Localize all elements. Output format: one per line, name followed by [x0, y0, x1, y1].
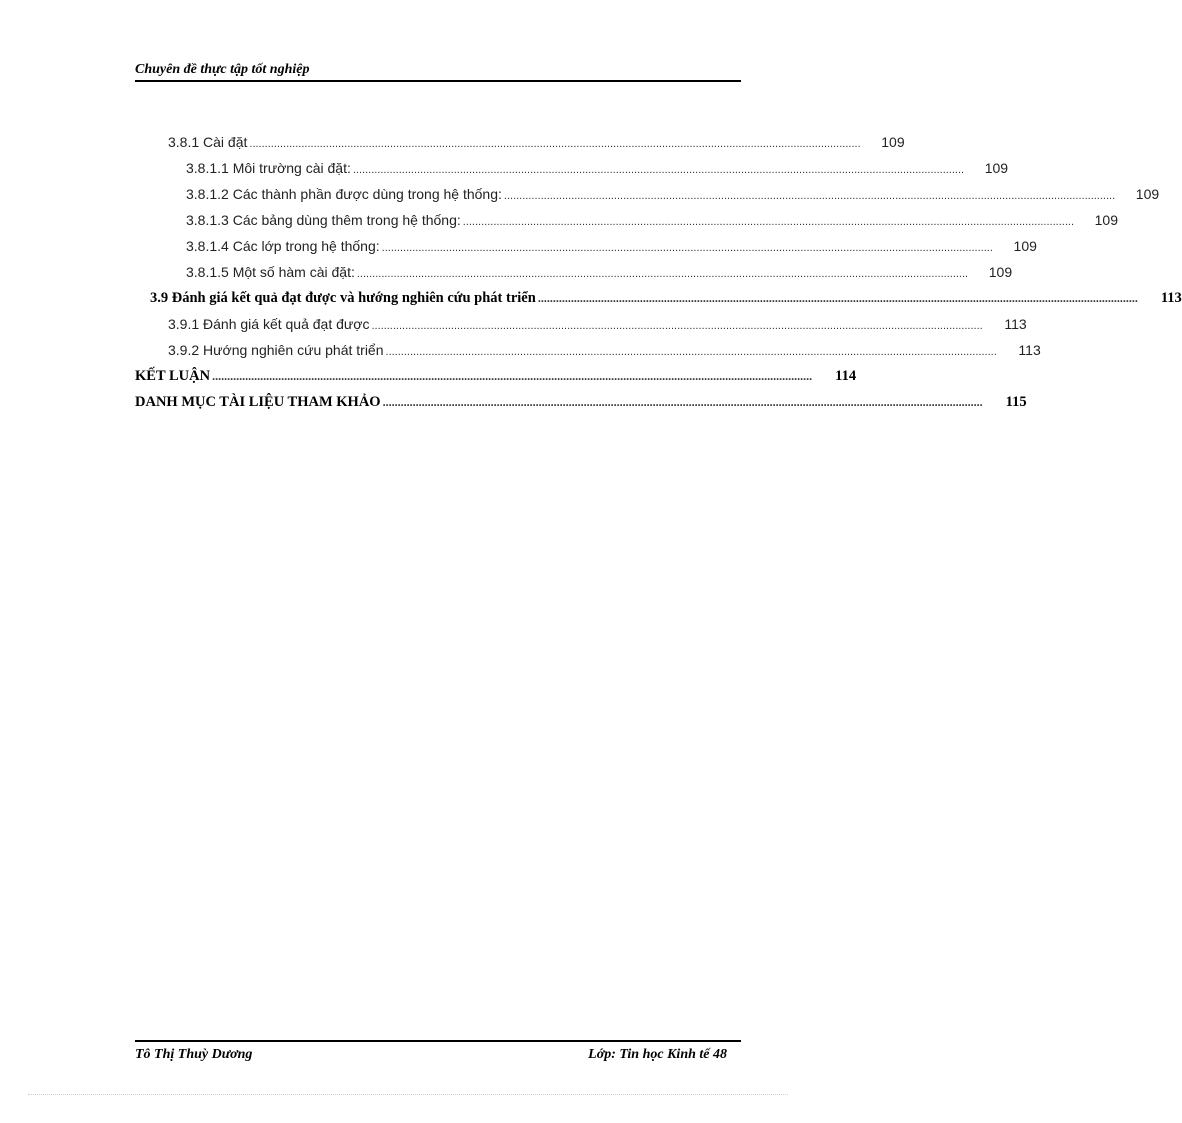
toc-entry-page: 113 [1018, 342, 1041, 358]
page-footer [135, 1040, 741, 1064]
toc-entry-3-8-1-2[interactable] [135, 184, 1160, 210]
toc-entry-3-8-1-3[interactable] [135, 210, 1118, 236]
toc-leader-dots: ........................................................................................................................................................................................................ [382, 395, 983, 409]
toc-entry-ket-luan[interactable] [135, 366, 857, 392]
toc-entry-label: 3.8.1.3 Các bảng dùng thêm trong hệ thống: [186, 212, 461, 228]
footer-class-info: Lớp: Tin học Kinh tế 48 [588, 1047, 727, 1062]
toc-leader-dots: ........................................................................................................................................................................................................ [381, 242, 993, 254]
toc-entry-label: 3.8.1.5 Một số hàm cài đặt: [186, 264, 355, 280]
toc-entry-page: 115 [1005, 394, 1027, 410]
toc-entry-3-8-1-1[interactable] [135, 158, 1009, 184]
toc-leader-dots: ........................................................................................................................................................................................................ [371, 320, 983, 332]
page-bottom-divider [28, 1094, 788, 1095]
toc-leader-dots: ........................................................................................................................................................................................................ [537, 291, 1138, 305]
toc-entry-page: 113 [1004, 316, 1027, 332]
toc-entry-3-8-1[interactable] [135, 132, 905, 158]
toc-entry-3-9[interactable] [135, 288, 1182, 314]
table-of-contents [135, 132, 1182, 418]
toc-entry-3-9-2[interactable] [135, 340, 1041, 366]
toc-entry-page: 109 [984, 160, 1009, 176]
toc-entry-label: 3.9 Đánh giá kết quả đạt được và hướng nghiên cứu phát triển [150, 290, 536, 306]
header-title: Chuyên đề thực tập tốt nghiệp [135, 62, 310, 77]
toc-entry-page: 113 [1160, 290, 1182, 306]
toc-leader-dots: ........................................................................................................................................................................................................ [212, 369, 813, 383]
page-header [135, 62, 741, 82]
toc-leader-dots: ........................................................................................................................................................................................................ [249, 138, 861, 150]
toc-entry-page: 109 [1013, 238, 1037, 254]
toc-entry-label: 3.8.1.1 Môi trường cài đặt: [186, 160, 351, 176]
toc-entry-page: 109 [1135, 186, 1160, 202]
toc-leader-dots: ........................................................................................................................................................................................................ [462, 216, 1074, 228]
toc-entry-label: 3.9.2 Hướng nghiên cứu phát triển [168, 342, 384, 358]
toc-entry-3-8-1-5[interactable] [135, 262, 1013, 288]
toc-entry-label: 3.8.1.4 Các lớp trong hệ thống: [186, 238, 380, 254]
toc-entry-label: DANH MỤC TÀI LIỆU THAM KHẢO [135, 394, 381, 410]
toc-leader-dots: ........................................................................................................................................................................................................ [352, 164, 965, 176]
toc-entry-3-8-1-4[interactable] [135, 236, 1037, 262]
toc-entry-label: 3.9.1 Đánh giá kết quả đạt được [168, 316, 370, 332]
toc-leader-dots: ........................................................................................................................................................................................................ [356, 268, 969, 280]
toc-entry-label: KẾT LUẬN [135, 368, 211, 384]
toc-leader-dots: ........................................................................................................................................................................................................ [385, 346, 997, 358]
toc-entry-danh-muc-tai-lieu[interactable] [135, 392, 1027, 418]
toc-entry-page: 109 [881, 134, 905, 150]
toc-entry-page: 109 [988, 264, 1013, 280]
toc-entry-page: 114 [835, 368, 857, 384]
toc-entry-label: 3.8.1.2 Các thành phần được dùng trong hệ thống: [186, 186, 502, 202]
toc-entry-page: 109 [1094, 212, 1118, 228]
toc-leader-dots: ........................................................................................................................................................................................................ [503, 190, 1116, 202]
footer-author: Tô Thị Thuỳ Dương [135, 1047, 253, 1062]
toc-entry-label: 3.8.1 Cài đặt [168, 134, 248, 150]
toc-entry-3-9-1[interactable] [135, 314, 1027, 340]
